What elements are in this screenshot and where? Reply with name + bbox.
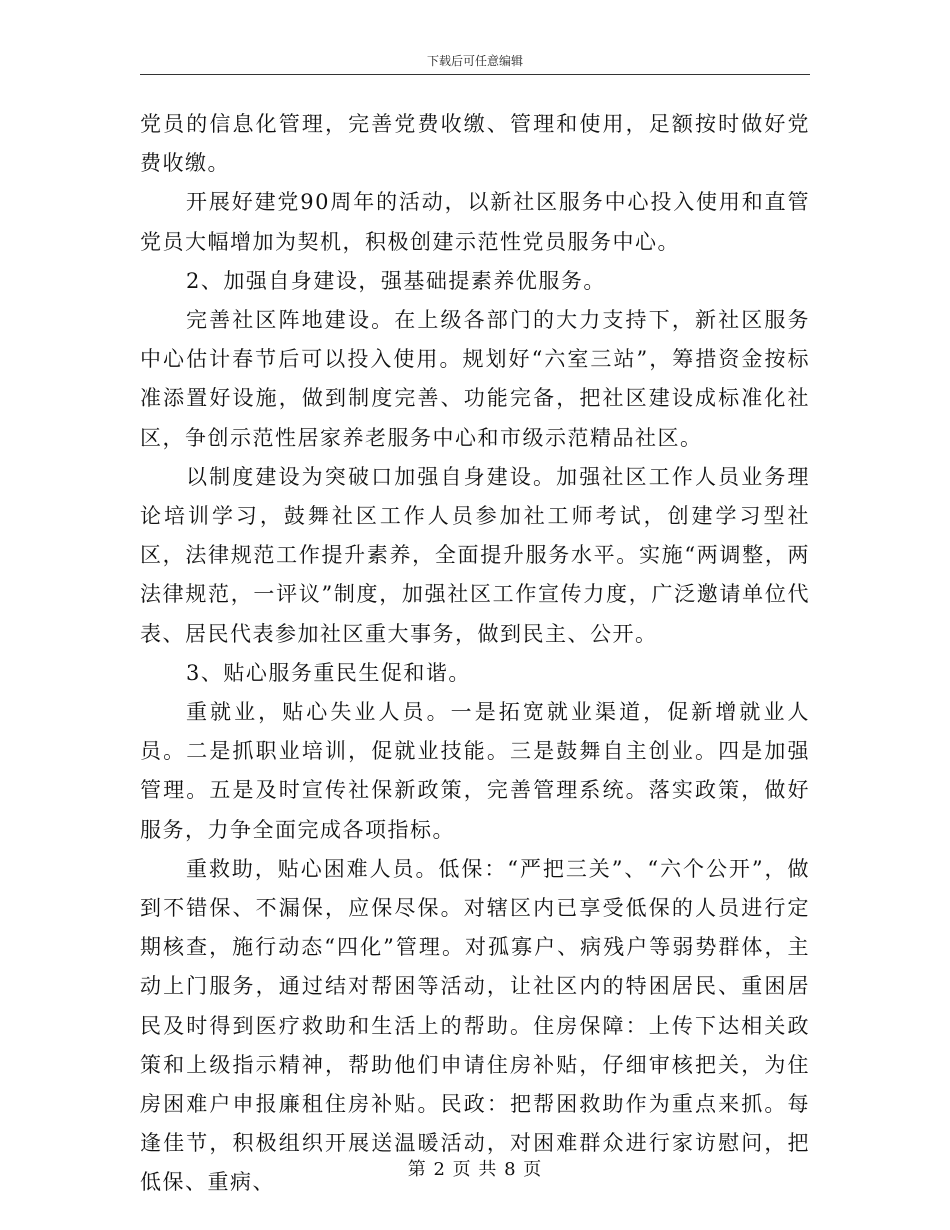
page-number-footer: 第 2 页 共 8 页 — [407, 1159, 543, 1180]
paragraph: 党员的信息化管理，完善党费收缴、管理和使用，足额按时做好党费收缴。 — [140, 112, 810, 176]
paragraph: 开展好建党90周年的活动，以新社区服务中心投入使用和直管党员大幅增加为契机，积极创建示范性党员服务中心。 — [140, 190, 810, 254]
document-body — [140, 105, 810, 1203]
paragraph: 以制度建设为突破口加强自身建设。加强社区工作人员业务理论培训学习，鼓舞社区工作人员参加社工师考试，创建学习型社区，法律规范工作提升素养，全面提升服务水平。实施“两调整，两法律规范，一评议”制度，加强社区工作宣传力度，广泛邀请单位代表、居民代表参加社区重大事务，做到民主、公开。 — [140, 464, 810, 646]
paragraph: 完善社区阵地建设。在上级各部门的大力支持下，新社区服务中心估计春节后可以投入使用。规划好“六室三站”，筹措资金按标准添置好设施，做到制度完善、功能完备，把社区建设成标准化社区，争创示范性居家养老服务中心和市级示范精品社区。 — [140, 308, 810, 450]
section-heading: 2、加强自身建设，强基础提素养优服务。 — [186, 268, 606, 293]
section-heading: 3、贴心服务重民生促和谐。 — [186, 660, 471, 685]
header-rule — [140, 74, 810, 75]
paragraph: 重救助，贴心困难人员。低保：“严把三关”、“六个公开”，做到不错保、不漏保，应保尽保。对辖区内已享受低保的人员进行定期核查，施行动态“四化”管理。对孤寡户、病残户等弱势群体，主动上门服务，通过结对帮困等活动，让社区内的特困居民、重困居民及时得到医疗救助和生活上的帮助。住房保障：上传下达相关政策和上级指示精神，帮助他们申请住房补贴，仔细审核把关，为住房困难户申报廉租住房补贴。民政：把帮困救助作为重点来抓。每逢佳节，积极组织开展送温暖活动，对困难群众进行家访慰问，把低保、重病、 — [140, 856, 810, 1195]
paragraph: 重就业，贴心失业人员。一是拓宽就业渠道，促新增就业人员。二是抓职业培训，促就业技能。三是鼓舞自主创业。四是加强管理。五是及时宣传社保新政策，完善管理系统。落实政策，做好服务，力争全面完成各项指标。 — [140, 700, 810, 842]
page-header: 下载后可任意编辑 — [426, 54, 523, 68]
